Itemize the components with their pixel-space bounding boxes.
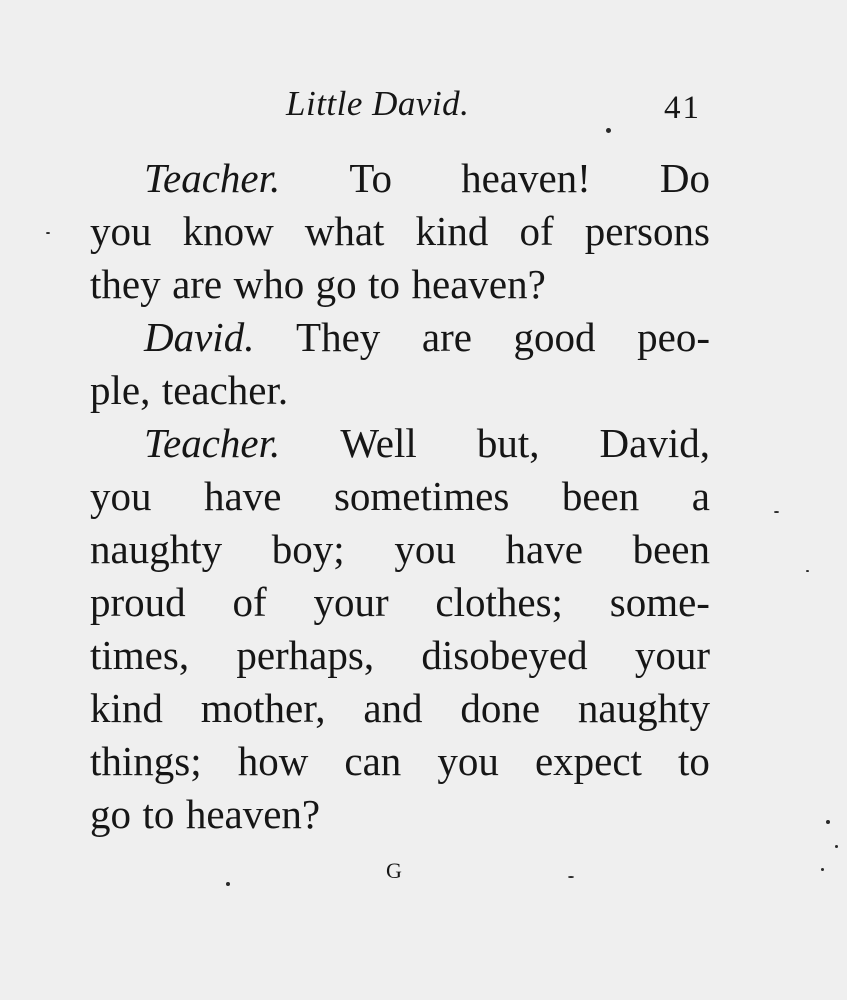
word: to [678, 738, 710, 784]
word: ple, [90, 367, 151, 413]
word: have [505, 526, 583, 572]
text-line [90, 311, 710, 364]
word: been [632, 526, 710, 572]
scan-speck [806, 570, 809, 572]
word: have [204, 473, 282, 519]
word: heaven! [461, 155, 591, 201]
word: disobeyed [421, 632, 588, 678]
text-line [90, 682, 710, 735]
text-line [90, 629, 710, 682]
text-line [90, 364, 710, 417]
scan-speck [606, 128, 611, 133]
running-title: Little David. [286, 84, 470, 123]
scan-speck [835, 845, 838, 848]
word: are [421, 314, 472, 360]
word: to [368, 261, 401, 307]
word: go [315, 261, 357, 307]
word: heaven? [411, 261, 546, 307]
word: sometimes [333, 473, 510, 519]
scan-speck [568, 876, 574, 878]
word: can [344, 738, 402, 784]
text-line [90, 576, 710, 629]
word: you [437, 738, 499, 784]
speaker-name: Teacher. [144, 420, 281, 466]
word: clothes; [435, 579, 563, 625]
word: been [561, 473, 640, 519]
word: Well [340, 420, 417, 466]
word: boy; [271, 526, 345, 572]
speaker-name: David. [144, 314, 255, 360]
word: They [296, 314, 381, 360]
word: expect [534, 738, 642, 784]
scan-speck [774, 511, 779, 513]
word: kind [415, 208, 489, 254]
word: how [237, 738, 309, 784]
signature-mark: G [386, 858, 403, 883]
word: teacher. [161, 367, 289, 413]
word: you [90, 473, 152, 519]
word: times, [90, 632, 190, 678]
word: who [233, 261, 305, 307]
text-line [90, 205, 710, 258]
text-line [90, 523, 710, 576]
word: your [634, 632, 710, 678]
word: know [182, 208, 274, 254]
word: To [349, 155, 393, 201]
word: you [90, 208, 152, 254]
body-text [90, 152, 710, 841]
word: mother, [200, 685, 326, 731]
speaker-name: Teacher. [144, 155, 281, 201]
word: of [232, 579, 267, 625]
word: naughty [90, 526, 223, 572]
text-line [90, 152, 710, 205]
word: done [460, 685, 541, 731]
scan-speck [826, 820, 830, 824]
word: what [304, 208, 385, 254]
page-number: 41 [664, 90, 701, 126]
word: naughty [577, 685, 710, 731]
word: perhaps, [236, 632, 375, 678]
text-line [90, 788, 710, 841]
word: heaven? [185, 791, 321, 837]
text-line [90, 258, 710, 311]
word: peo- [637, 314, 710, 360]
word: go [90, 791, 131, 837]
word: but, [476, 420, 540, 466]
word: your [313, 579, 389, 625]
word: and [363, 685, 423, 731]
text-line [90, 417, 710, 470]
word: good [513, 314, 596, 360]
scan-speck [46, 232, 50, 234]
word: of [519, 208, 554, 254]
word: Do [659, 155, 710, 201]
word: proud [90, 579, 186, 625]
word: persons [584, 208, 710, 254]
word: things; [90, 738, 202, 784]
word: a [691, 473, 710, 519]
word: kind [90, 685, 163, 731]
word: are [172, 261, 223, 307]
text-line [90, 470, 710, 523]
scan-speck [821, 868, 824, 871]
word: you [394, 526, 456, 572]
word: they [90, 261, 161, 307]
scan-speck [226, 882, 230, 886]
word: some- [609, 579, 710, 625]
word: to [142, 791, 175, 837]
word: David, [599, 420, 710, 466]
text-line [90, 735, 710, 788]
